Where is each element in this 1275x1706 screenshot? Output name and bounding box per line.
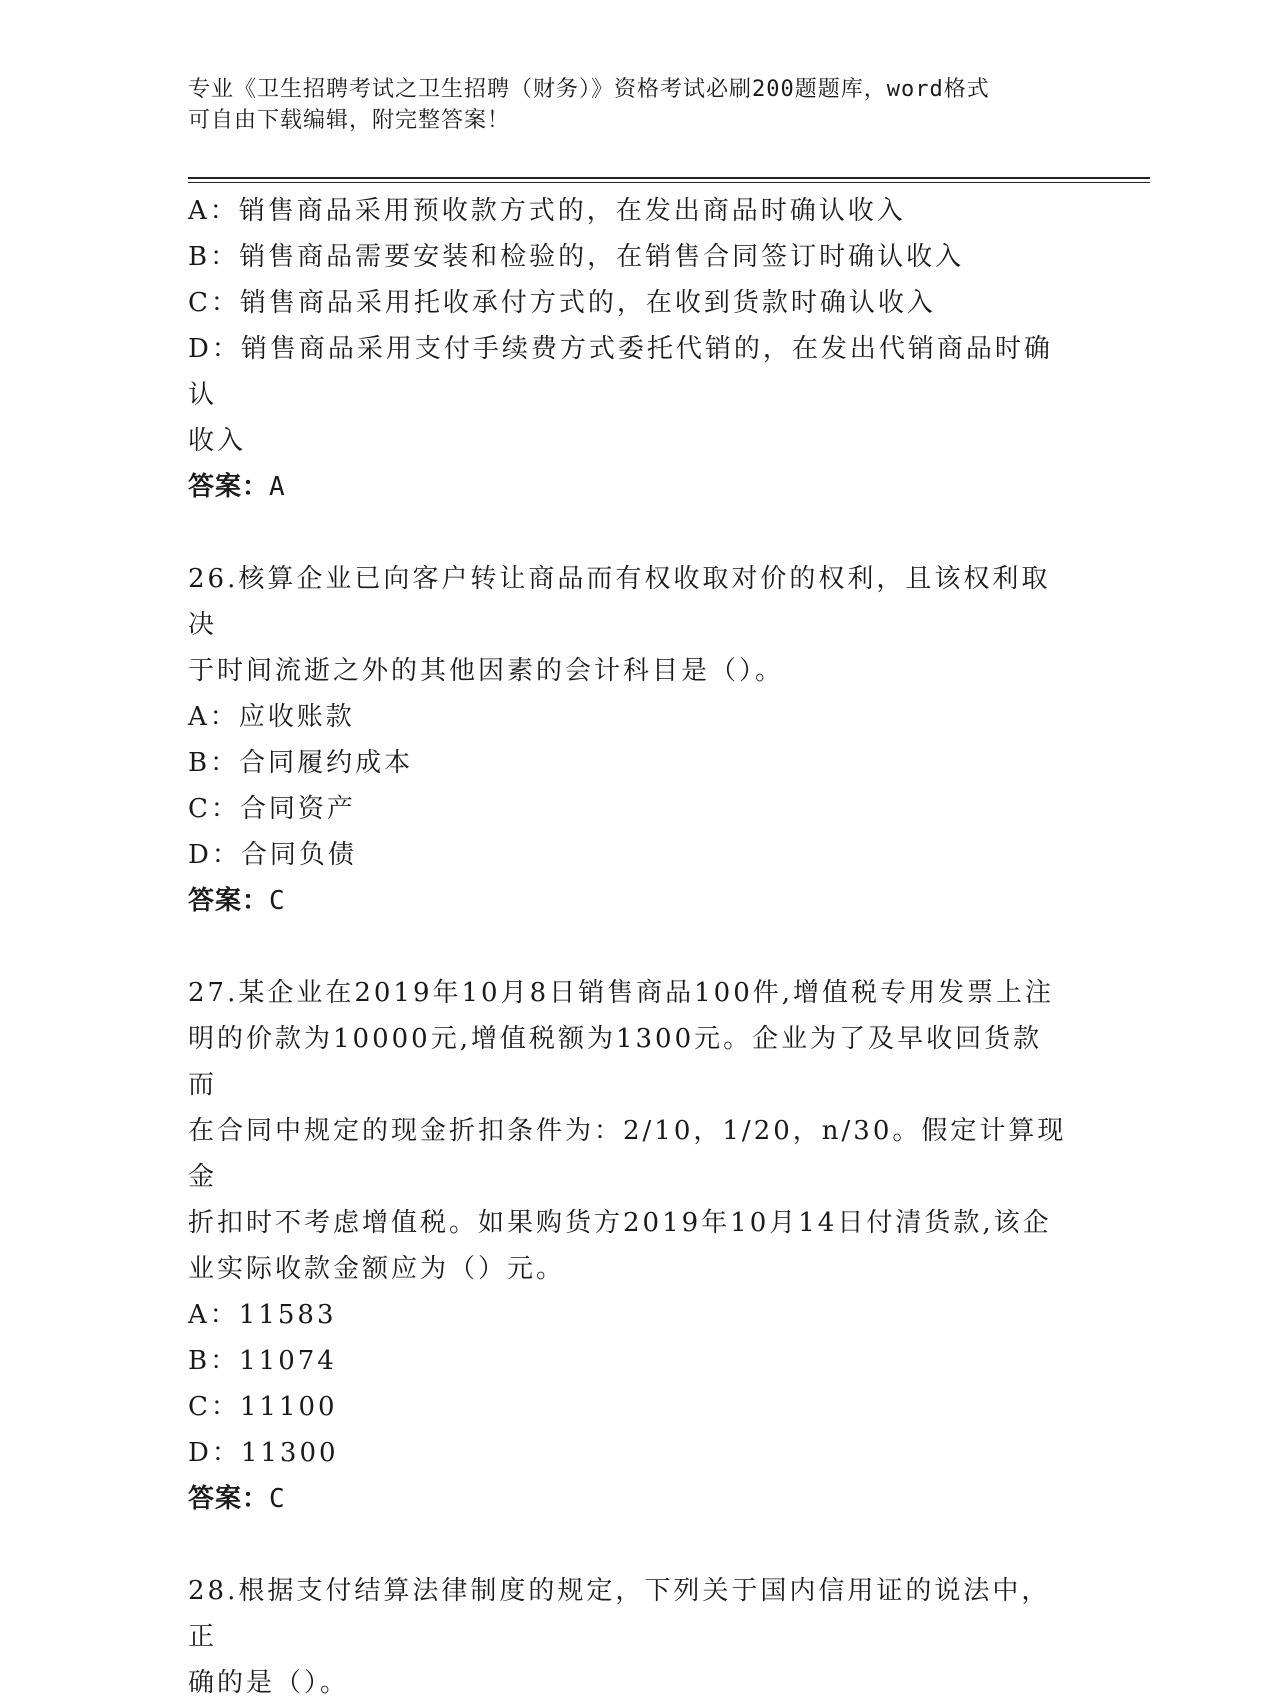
option-b: B：11074	[188, 1346, 337, 1376]
question-stem-line: 确的是（）。	[188, 1668, 350, 1698]
question-stem-line: 折扣时不考虑增值税。如果购货方2019年10月14日付清货款,该企	[188, 1208, 1052, 1238]
answer-value: A	[269, 472, 286, 502]
spacer	[188, 510, 1068, 556]
option-d: D：合同负债	[188, 840, 357, 870]
question-26	[188, 556, 1068, 924]
option-a: A：11583	[188, 1300, 337, 1330]
question-stem-line: 明的价款为10000元,增值税额为1300元。企业为了及早收回货款而	[188, 1024, 1043, 1100]
option-d: D：11300	[188, 1438, 339, 1468]
header-divider-thin	[188, 182, 1150, 183]
option-c: C：11100	[188, 1392, 338, 1422]
question-27	[188, 970, 1068, 1522]
question-stem-line: 26.核算企业已向客户转让商品而有权收取对价的权利，且该权利取决	[188, 564, 1051, 640]
spacer	[188, 924, 1068, 970]
option-a: A：应收账款	[188, 702, 355, 732]
option-d-continued: 收入	[188, 426, 247, 456]
question-stem-line: 于时间流逝之外的其他因素的会计科目是（）。	[188, 656, 785, 686]
header-divider-thick	[188, 177, 1150, 179]
question-block-25-continuation	[188, 188, 1068, 510]
spacer	[188, 1522, 1068, 1568]
option-b: B：合同履约成本	[188, 748, 414, 778]
question-stem-line: 27.某企业在2019年10月8日销售商品100件,增值税专用发票上注	[188, 978, 1055, 1008]
header-line-1: 专业《卫生招聘考试之卫生招聘（财务）》资格考试必刷200题题库，word格式	[188, 77, 990, 102]
answer-label: 答案：	[188, 472, 270, 502]
answer	[188, 1476, 1068, 1522]
answer-label: 答案：	[188, 1484, 270, 1514]
answer-label: 答案：	[188, 886, 270, 916]
option-b: B：销售商品需要安装和检验的，在销售合同签订时确认收入	[188, 242, 965, 272]
answer-value: C	[269, 1484, 286, 1514]
answer	[188, 878, 1068, 924]
question-stem-line: 业实际收款金额应为（）元。	[188, 1254, 566, 1284]
option-a: A：销售商品采用预收款方式的，在发出商品时确认收入	[188, 196, 906, 226]
question-stem-line: 28.根据支付结算法律制度的规定，下列关于国内信用证的说法中，正	[188, 1576, 1051, 1652]
document-header	[188, 74, 1068, 136]
option-d: D：销售商品采用支付手续费方式委托代销的，在发出代销商品时确认	[188, 334, 1053, 410]
question-content	[188, 188, 1068, 1706]
question-stem-line: 在合同中规定的现金折扣条件为：2/10，1/20，n/30。假定计算现金	[188, 1116, 1067, 1192]
option-c: C：销售商品采用托收承付方式的，在收到货款时确认收入	[188, 288, 936, 318]
answer-value: C	[269, 886, 286, 916]
answer	[188, 464, 1068, 510]
header-line-2: 可自由下载编辑，附完整答案！	[188, 108, 511, 133]
question-28	[188, 1568, 1068, 1706]
option-c: C：合同资产	[188, 794, 356, 824]
